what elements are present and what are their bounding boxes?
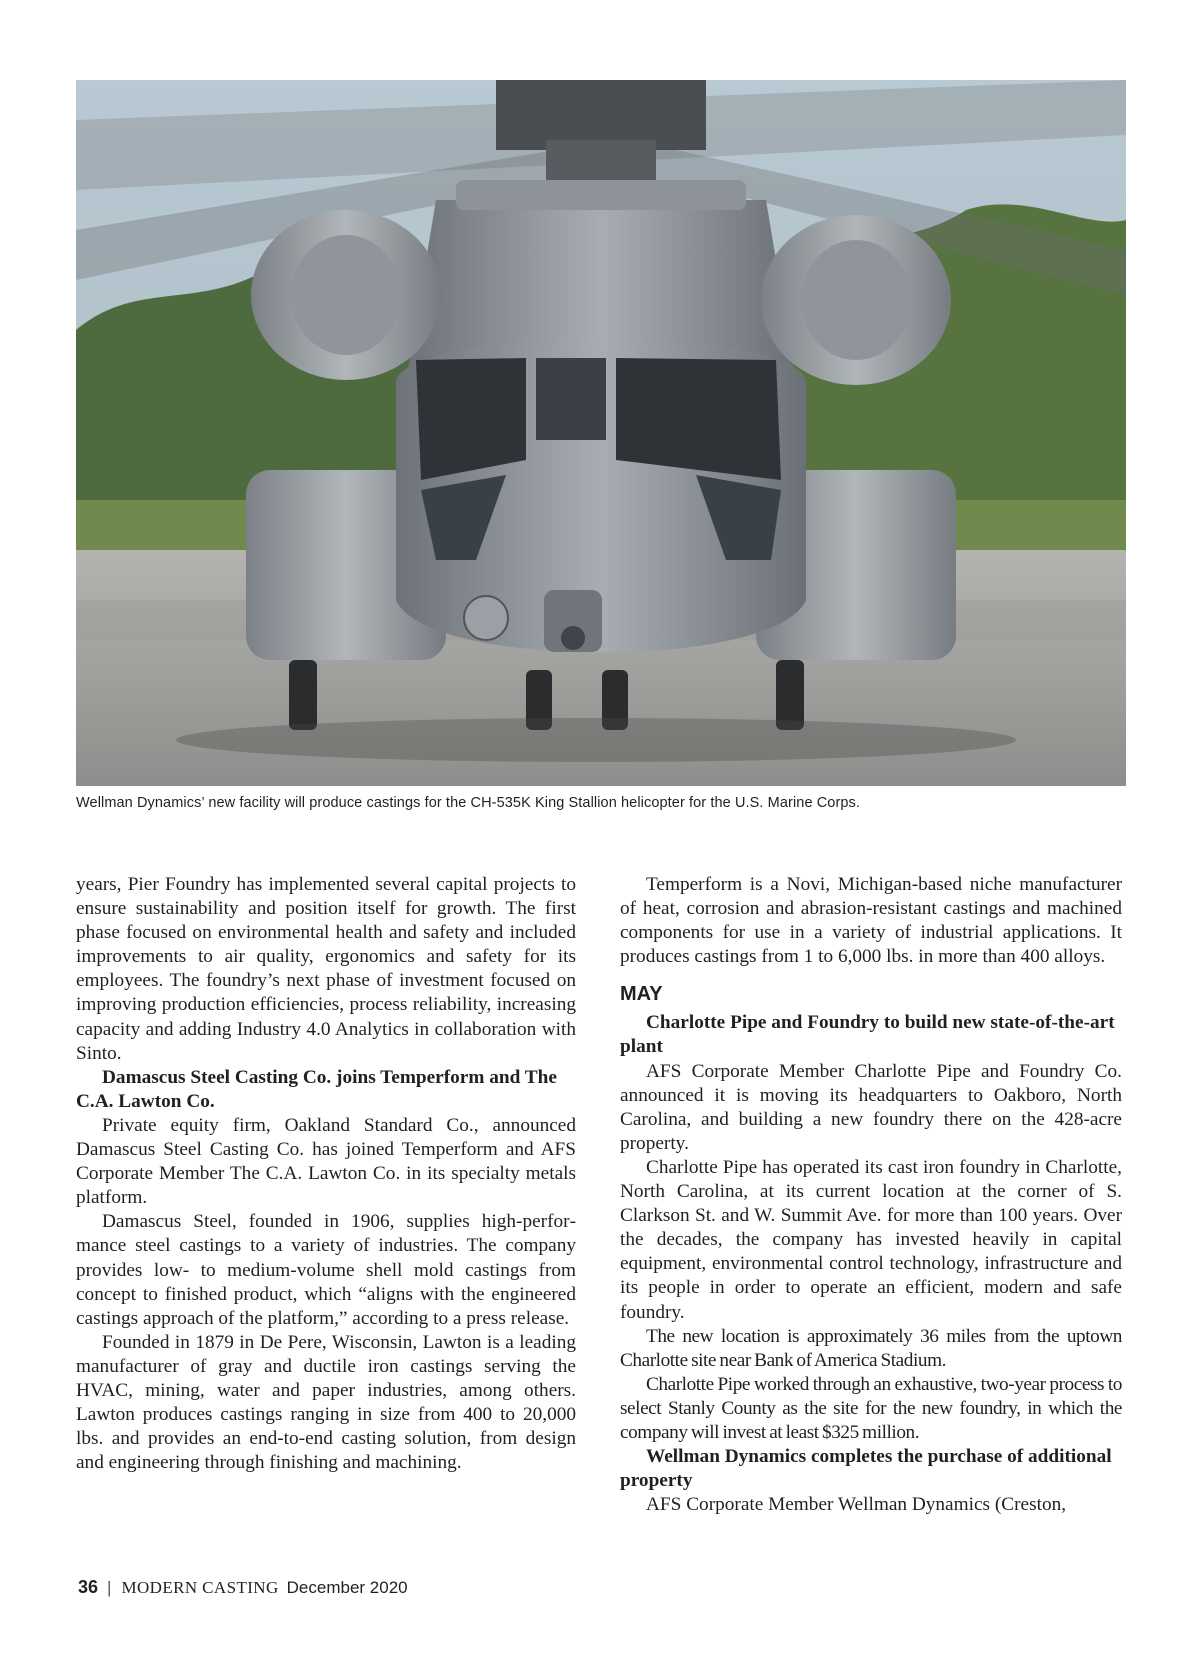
page-number: 36 (78, 1577, 99, 1597)
footer-separator: | (107, 1577, 112, 1597)
section-heading: MAY (620, 983, 663, 1006)
article-headline: Damascus Steel Casting Co. joins Temperform and The C.A. Lawton Co. (76, 1066, 557, 1112)
article-paragraph: AFS Corporate Member Charlotte Pipe and Foundry Co. announced it is moving its headquarters to Oakboro, North Carolina, and building a new foundry there on the 428-acre property. (620, 1060, 1122, 1154)
article-paragraph: years, Pier Foundry has implemented several capital projects to ensure sustainability and position itself for growth. The first phase focused on environmental health and safety and included improvements to air quality, ergonomics and safety for its employees. The foundry’s next phase of investment focused on improving production efficiencies, process reliability, increasing capacity and adding Industry 4.0 Analytics in collaboration with Sinto. (76, 874, 576, 1064)
page-footer (78, 1577, 408, 1598)
article-paragraph: Temperform is a Novi, Michigan-based niche manufacturer of heat, corrosion and abrasion-resistant castings and machined components for use in a variety of industrial applications. It produces castings from 1 to 6,000 lbs. in more than 400 alloys. (620, 874, 1122, 968)
article-headline: Wellman Dynamics completes the purchase of additional property (620, 1446, 1112, 1492)
article-paragraph: Charlotte Pipe has operated its cast iron foundry in Charlotte, North Carolina, at its current location at the corner of S. Clarkson St. and W. Summit Ave. for more than 100 years. Over the decades, the company has invested heavily in capital equipment, environmental control technology, infrastructure and its people in order to operate an efficient, modern and safe foundry. (620, 1156, 1122, 1323)
article-headline: Charlotte Pipe and Foundry to build new state-of-the-art plant (620, 1012, 1115, 1058)
article-paragraph: AFS Corporate Member Wellman Dynamics (Creston, (646, 1494, 1067, 1516)
article-paragraph: Charlotte Pipe worked through an exhaustive, two-year process to select Stanly County as the site for the new foundry, in which the company will invest at least $325 million. (620, 1373, 1122, 1443)
photo-caption: Wellman Dynamics’ new facility will produce castings for the CH-535K King Stallion helicopter for the U.S. Marine Corps. (76, 795, 861, 811)
helicopter-photo (76, 80, 1126, 786)
issue-date: December 2020 (286, 1577, 408, 1597)
article-paragraph: The new location is approximately 36 miles from the uptown Charlotte site near Bank of America Stadium. (620, 1325, 1122, 1371)
right-column (620, 873, 1122, 1517)
article-paragraph: Founded in 1879 in De Pere, Wisconsin, Lawton is a leading manufacturer of gray and ductile iron castings serving the HVAC, mining, water and paper industries, among others. Lawton produces castings ranging in size from 400 to 20,000 lbs. and provides an end-to-end casting solution, from design and engineering through finishing and machining. (76, 1331, 576, 1474)
article-paragraph: Private equity firm, Oakland Standard Co., announced Damascus Steel Casting Co. has joined Temperform and AFS Corporate Member The C.A. Lawton Co. in its specialty metals platform. (76, 1114, 576, 1209)
magazine-name: MODERN CASTING (121, 1577, 279, 1597)
article-paragraph: Damascus Steel, founded in 1906, supplies high-performance steel castings to a variety of industries. The company provides low- to medium-volume shell mold castings from concept to finished product, which “aligns with the engineered castings approach of the platform,” according to a press release. (76, 1211, 576, 1329)
left-column (76, 873, 576, 1475)
